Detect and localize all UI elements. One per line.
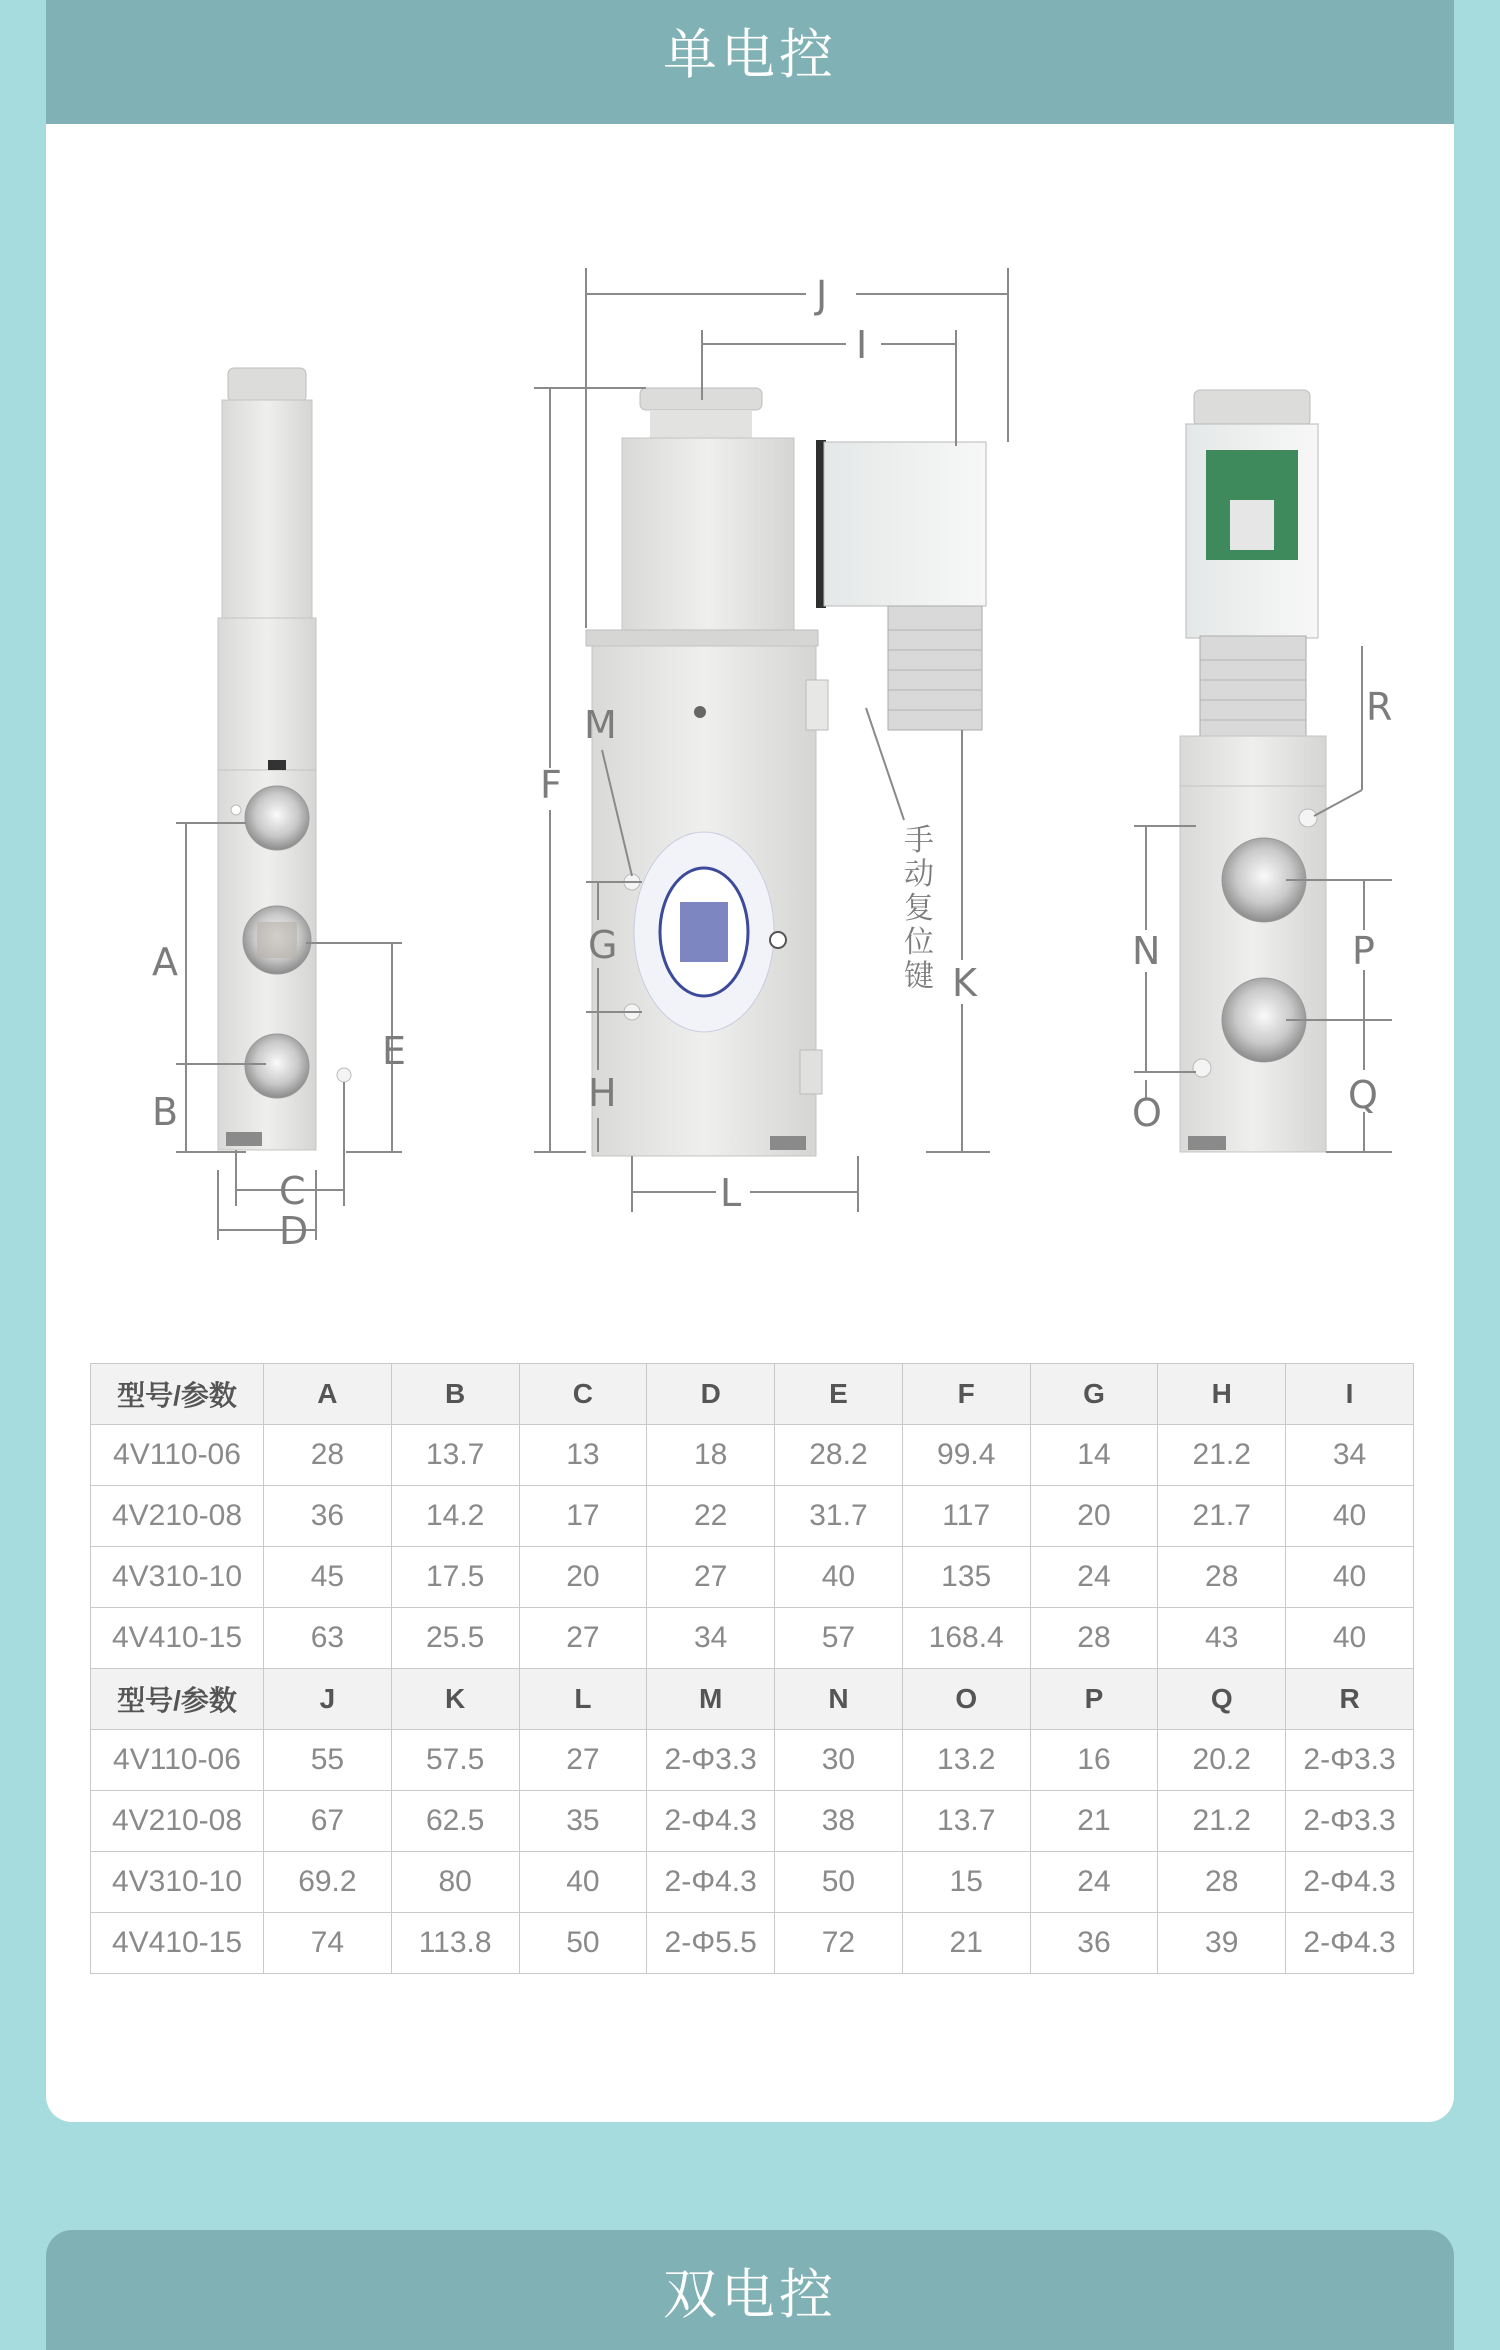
side-view	[586, 388, 986, 1156]
model-cell: 4V210-08	[91, 1791, 264, 1852]
value-cell: 43	[1158, 1608, 1286, 1669]
value-cell: 34	[1286, 1425, 1414, 1486]
dim-label-b: B	[152, 1090, 179, 1134]
table-row	[91, 1486, 1414, 1547]
header-cell: C	[519, 1364, 647, 1425]
value-cell: 2-Φ4.3	[647, 1791, 775, 1852]
header-cell: M	[647, 1669, 775, 1730]
value-cell: 21.2	[1158, 1425, 1286, 1486]
value-cell: 135	[902, 1547, 1030, 1608]
dim-label-p: P	[1352, 929, 1375, 973]
value-cell: 2-Φ4.3	[1286, 1913, 1414, 1974]
value-cell: 27	[519, 1730, 647, 1791]
value-cell: 2-Φ3.3	[1286, 1791, 1414, 1852]
table-row	[91, 1852, 1414, 1913]
next-section-title: 双电控	[663, 2263, 837, 2326]
header-cell: N	[775, 1669, 903, 1730]
value-cell: 22	[647, 1486, 775, 1547]
value-cell: 39	[1158, 1913, 1286, 1974]
value-cell: 50	[775, 1852, 903, 1913]
value-cell: 13.2	[902, 1730, 1030, 1791]
model-cell: 4V110-06	[91, 1730, 264, 1791]
value-cell: 40	[775, 1547, 903, 1608]
header-cell: Q	[1158, 1669, 1286, 1730]
svg-text:手: 手	[904, 823, 934, 858]
svg-text:复: 复	[904, 891, 934, 926]
dim-label-c: C	[279, 1169, 306, 1213]
value-cell: 27	[519, 1608, 647, 1669]
value-cell: 28	[264, 1425, 392, 1486]
value-cell: 40	[1286, 1547, 1414, 1608]
dim-label-j: J	[816, 273, 828, 317]
value-cell: 45	[264, 1547, 392, 1608]
value-cell: 14	[1030, 1425, 1158, 1486]
model-cell: 4V110-06	[91, 1425, 264, 1486]
value-cell: 14.2	[391, 1486, 519, 1547]
value-cell: 13.7	[902, 1791, 1030, 1852]
header-cell: G	[1030, 1364, 1158, 1425]
single-control-card	[46, 0, 1454, 2122]
dim-label-d: D	[279, 1209, 309, 1253]
header-model-param: 型号/参数	[91, 1364, 264, 1425]
header-model-param: 型号/参数	[91, 1669, 264, 1730]
header-cell: P	[1030, 1669, 1158, 1730]
value-cell: 16	[1030, 1730, 1158, 1791]
value-cell: 28.2	[775, 1425, 903, 1486]
value-cell: 40	[1286, 1608, 1414, 1669]
dim-label-i: I	[856, 323, 868, 367]
value-cell: 2-Φ3.3	[647, 1730, 775, 1791]
table-row	[91, 1730, 1414, 1791]
dim-label-a: A	[152, 940, 178, 984]
model-cell: 4V310-10	[91, 1547, 264, 1608]
svg-text:动: 动	[904, 857, 934, 892]
value-cell: 36	[264, 1486, 392, 1547]
value-cell: 20	[1030, 1486, 1158, 1547]
header-cell: K	[391, 1669, 519, 1730]
value-cell: 57.5	[391, 1730, 519, 1791]
value-cell: 74	[264, 1913, 392, 1974]
table-header-row	[91, 1669, 1414, 1730]
value-cell: 17.5	[391, 1547, 519, 1608]
dim-label-h: H	[588, 1071, 617, 1115]
value-cell: 63	[264, 1608, 392, 1669]
value-cell: 38	[775, 1791, 903, 1852]
dim-label-o: O	[1132, 1091, 1162, 1135]
dim-label-l: L	[720, 1171, 742, 1215]
model-cell: 4V210-08	[91, 1486, 264, 1547]
dim-label-g: G	[588, 923, 618, 967]
value-cell: 55	[264, 1730, 392, 1791]
value-cell: 113.8	[391, 1913, 519, 1974]
manual-reset-label	[904, 823, 934, 994]
value-cell: 27	[647, 1547, 775, 1608]
header-cell: I	[1286, 1364, 1414, 1425]
svg-text:键: 键	[904, 959, 934, 994]
header-cell: O	[902, 1669, 1030, 1730]
header-cell: J	[264, 1669, 392, 1730]
table-row	[91, 1425, 1414, 1486]
table-row	[91, 1608, 1414, 1669]
value-cell: 20	[519, 1547, 647, 1608]
value-cell: 67	[264, 1791, 392, 1852]
value-cell: 21.2	[1158, 1791, 1286, 1852]
value-cell: 17	[519, 1486, 647, 1547]
dim-label-r: R	[1366, 685, 1393, 729]
header-cell: D	[647, 1364, 775, 1425]
value-cell: 21.7	[1158, 1486, 1286, 1547]
header-cell: L	[519, 1669, 647, 1730]
value-cell: 30	[775, 1730, 903, 1791]
value-cell: 34	[647, 1608, 775, 1669]
value-cell: 2-Φ5.5	[647, 1913, 775, 1974]
svg-text:位: 位	[904, 925, 934, 960]
value-cell: 20.2	[1158, 1730, 1286, 1791]
table-row	[91, 1547, 1414, 1608]
dim-label-k: K	[952, 961, 977, 1005]
front-view	[218, 368, 351, 1150]
dim-label-f: F	[540, 763, 562, 807]
value-cell: 25.5	[391, 1608, 519, 1669]
value-cell: 24	[1030, 1852, 1158, 1913]
value-cell: 31.7	[775, 1486, 903, 1547]
table-row	[91, 1791, 1414, 1852]
value-cell: 35	[519, 1791, 647, 1852]
dim-label-m: M	[584, 703, 617, 747]
header-cell: F	[902, 1364, 1030, 1425]
value-cell: 15	[902, 1852, 1030, 1913]
value-cell: 24	[1030, 1547, 1158, 1608]
value-cell: 80	[391, 1852, 519, 1913]
table-row	[91, 1913, 1414, 1974]
value-cell: 13	[519, 1425, 647, 1486]
value-cell: 168.4	[902, 1608, 1030, 1669]
value-cell: 28	[1158, 1547, 1286, 1608]
header-cell: A	[264, 1364, 392, 1425]
value-cell: 2-Φ4.3	[647, 1852, 775, 1913]
model-cell: 4V310-10	[91, 1852, 264, 1913]
value-cell: 18	[647, 1425, 775, 1486]
value-cell: 28	[1158, 1852, 1286, 1913]
value-cell: 13.7	[391, 1425, 519, 1486]
model-cell: 4V410-15	[91, 1913, 264, 1974]
value-cell: 2-Φ3.3	[1286, 1730, 1414, 1791]
value-cell: 2-Φ4.3	[1286, 1852, 1414, 1913]
value-cell: 62.5	[391, 1791, 519, 1852]
value-cell: 69.2	[264, 1852, 392, 1913]
value-cell: 72	[775, 1913, 903, 1974]
valve-dimension-drawing	[46, 0, 1454, 1300]
header-cell: E	[775, 1364, 903, 1425]
value-cell: 40	[1286, 1486, 1414, 1547]
value-cell: 57	[775, 1608, 903, 1669]
table-header-row	[91, 1364, 1414, 1425]
rear-view	[1180, 390, 1326, 1152]
header-cell: H	[1158, 1364, 1286, 1425]
section-title: 单电控	[663, 23, 837, 86]
value-cell: 28	[1030, 1608, 1158, 1669]
value-cell: 99.4	[902, 1425, 1030, 1486]
model-cell: 4V410-15	[91, 1608, 264, 1669]
dimension-spec-table	[90, 1363, 1414, 1974]
dim-label-q: Q	[1348, 1073, 1378, 1117]
value-cell: 40	[519, 1852, 647, 1913]
double-control-header	[46, 2230, 1454, 2350]
value-cell: 36	[1030, 1913, 1158, 1974]
dim-label-n: N	[1132, 929, 1161, 973]
dim-label-e: E	[382, 1029, 407, 1073]
value-cell: 21	[902, 1913, 1030, 1974]
value-cell: 21	[1030, 1791, 1158, 1852]
header-cell: R	[1286, 1669, 1414, 1730]
value-cell: 117	[902, 1486, 1030, 1547]
header-cell: B	[391, 1364, 519, 1425]
spec-table-body	[91, 1364, 1414, 1974]
value-cell: 50	[519, 1913, 647, 1974]
